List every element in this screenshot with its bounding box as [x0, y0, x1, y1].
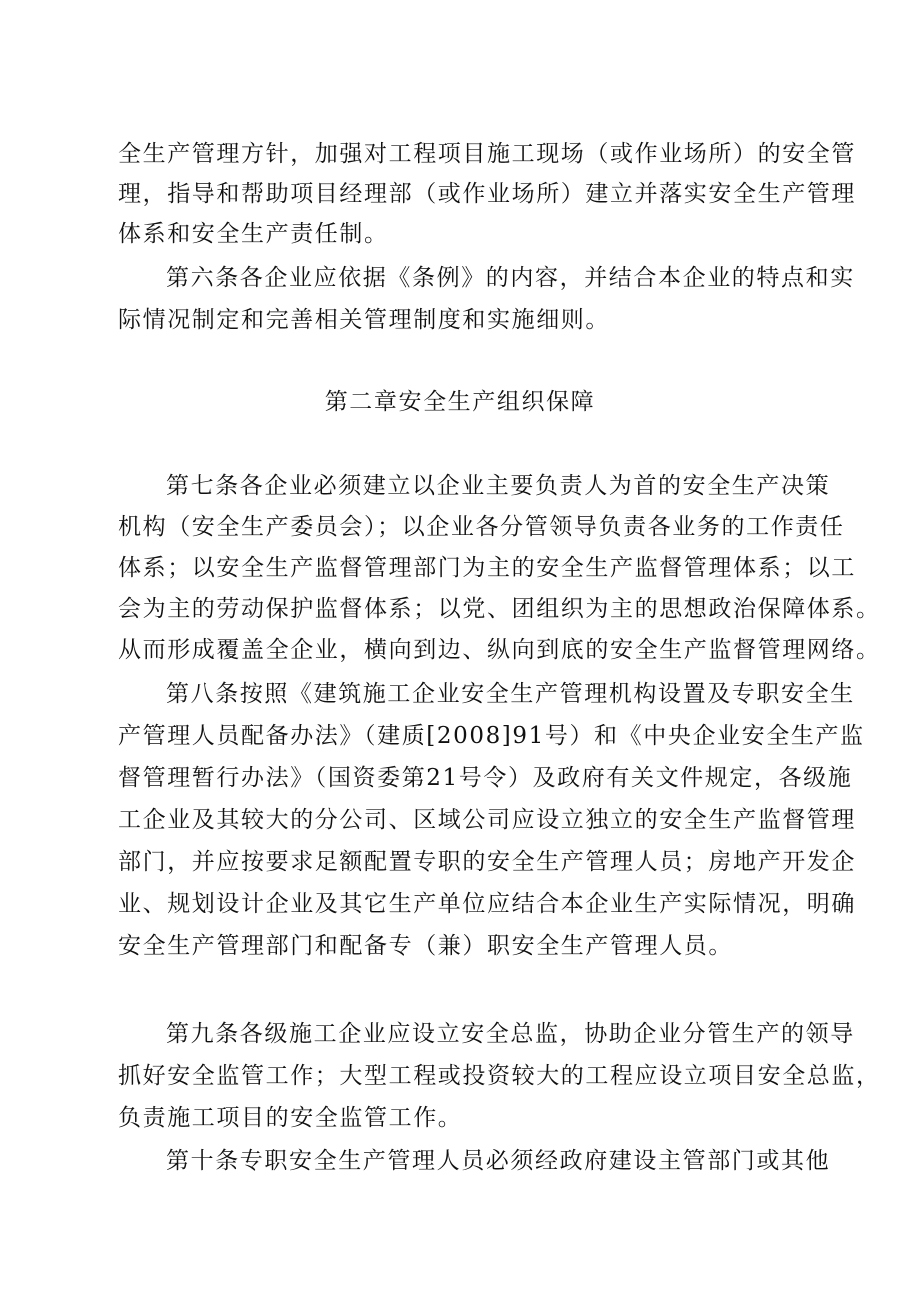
text-line: 部门，并应按要求足额配置专职的安全生产管理人员；房地产开发企	[118, 849, 856, 875]
text-line: 理，指导和帮助项目经理部（或作业场所）建立并落实安全生产管理	[118, 181, 856, 207]
text-line: 体系和安全生产责任制。	[118, 221, 389, 247]
text-line: 全生产管理方针，加强对工程项目施工现场（或作业场所）的安全管	[118, 141, 856, 167]
text-line: 机构（安全生产委员会）；以企业各分管领导负责各业务的工作责任	[118, 514, 845, 540]
article-7-start: 第七条各企业必须建立以企业主要负责人为首的安全生产决策	[166, 473, 831, 499]
text-line: 业、规划设计企业及其它生产单位应结合本企业生产实际情况，明确	[118, 891, 856, 917]
article-9-start: 第九条各级施工企业应设立安全总监，协助企业分管生产的领导	[166, 1021, 855, 1047]
text-line: 际情况制定和完善相关管理制度和实施细则。	[118, 307, 610, 333]
text-line: 安全生产管理部门和配备专（兼）职安全生产管理人员。	[118, 933, 733, 959]
article-6-start: 第六条各企业应依据《条例》的内容，并结合本企业的特点和实	[166, 265, 855, 291]
text-line: 督管理暂行办法》（国资委第21号令）及政府有关文件规定，各级施	[118, 765, 853, 791]
text-line: 工企业及其较大的分公司、区域公司应设立独立的安全生产监督管理	[118, 807, 856, 833]
text-line: 体系；以安全生产监督管理部门为主的安全生产监督管理体系；以工	[118, 555, 856, 581]
article-8-start: 第八条按照《建筑施工企业安全生产管理机构设置及专职安全生	[166, 681, 855, 707]
article-10-start: 第十条专职安全生产管理人员必须经政府建设主管部门或其他	[166, 1148, 831, 1174]
text-line: 产管理人员配备办法》（建质[2008]91号）和《中央企业安全生产监	[118, 723, 865, 749]
text-line: 抓好安全监管工作；大型工程或投资较大的工程应设立项目安全总监，	[118, 1063, 881, 1089]
chapter-heading: 第二章安全生产组织保障	[324, 389, 596, 415]
text-line: 从而形成覆盖全企业，横向到边、纵向到底的安全生产监督管理网络。	[118, 637, 881, 663]
text-line: 负责施工项目的安全监管工作。	[118, 1105, 463, 1131]
text-line: 会为主的劳动保护监督体系；以党、团组织为主的思想政治保障体系。	[118, 596, 881, 622]
